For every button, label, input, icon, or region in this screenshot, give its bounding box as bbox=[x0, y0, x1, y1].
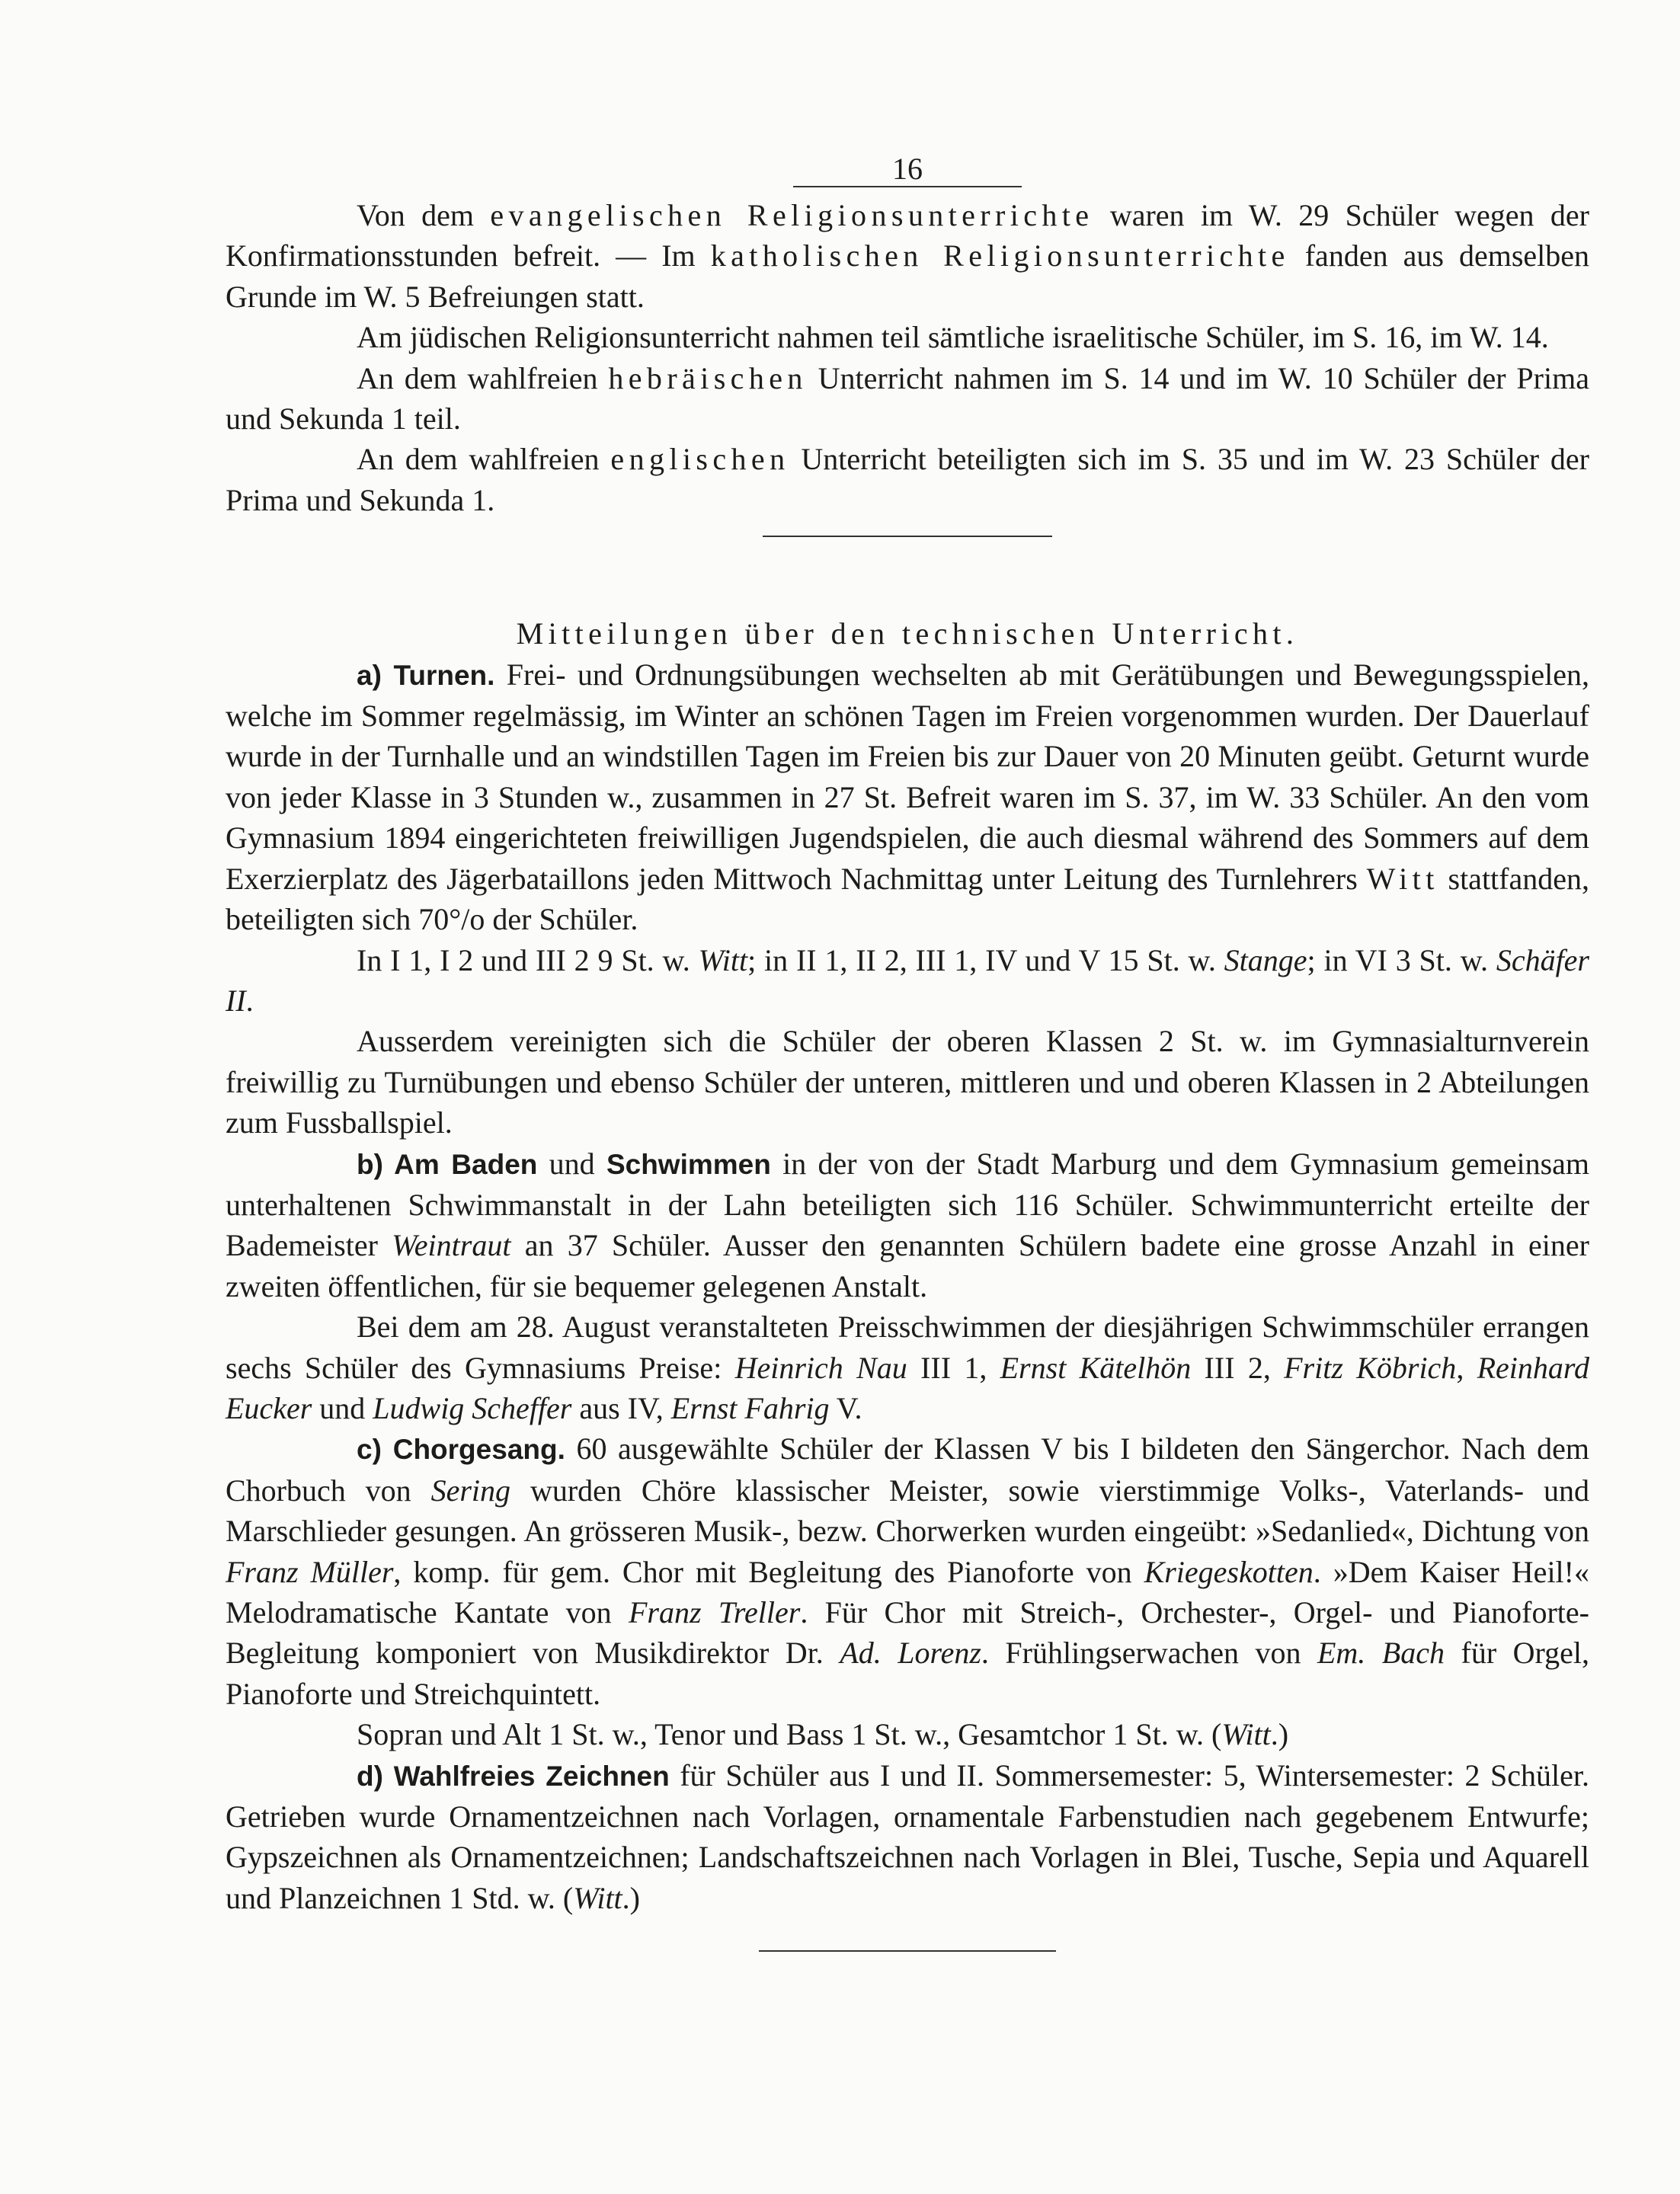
religion-paragraph-2: Am jüdischen Religionsunterricht nahmen teil sämtliche israelitische Schüler, im S. 16, im W. 14. bbox=[357, 320, 1549, 355]
text-run: In I 1, I 2 und III 2 9 St. w. bbox=[357, 942, 699, 977]
baden-heading: Baden bbox=[451, 1148, 538, 1180]
turnen-paragraph-3: Ausserdem vereinigten sich die Schüler der oberen Klassen 2 St. w. im Gymnasialturnverein freiwillig zu Turnübungen und ebenso Schüler der unteren, mittleren und und oberen Klassen in 2 Abteilungen zum Fussballspiel. bbox=[226, 1024, 1589, 1140]
student-name: Fritz Köbrich bbox=[1284, 1350, 1457, 1385]
section-title: Mitteilungen über den technischen Unterricht. bbox=[516, 616, 1299, 651]
text-run: an 37 Schüler. Ausser den genannten Schülern badete eine grosse Anzahl in einer zweiten öffentlichen, für sie bequemer gelegenen Anstalt. bbox=[226, 1228, 1589, 1303]
student-name: Ernst Fahrig bbox=[670, 1390, 830, 1425]
spaced-term: hebräischen bbox=[608, 360, 808, 395]
student-name: Heinrich Nau bbox=[734, 1350, 907, 1385]
teacher-name: Witt bbox=[698, 942, 748, 977]
baden-heading-prefix: b) Am bbox=[357, 1148, 452, 1180]
page-number: 16 bbox=[892, 152, 923, 186]
person-name: Kriegeskotten bbox=[1144, 1554, 1314, 1589]
text-run: waren im W. 29 Schüler wegen der Konfirmationsstunden befreit. — Im bbox=[226, 198, 1589, 273]
schwimmen-heading: Schwimmen bbox=[606, 1148, 771, 1180]
text-run: Frei- und Ordnungsübungen wechselten ab mit Gerätübungen und Bewegungsspielen, welche im Sommer regelmässig, im Winter an schönen Tagen im Freien vorgenommen wurden. Der Dauerlauf wurde in der Turnhalle und an windstillen Tagen im Freien bis zur Dauer von 20 Minuten geübt. Geturnt wurde von jeder Klasse in 3 Stunden w., zusammen in 27 St. Befreit waren im S. 37, im W. 33 Schüler. An den vom Gymnasium 1894 eingerichteten freiwilligen Jugendspielen, die auch diesmal während des Sommers auf dem Exerzierplatz des Jägerbataillons jeden Mittwoch Nachmittag unter Leitung des Turnlehrers bbox=[226, 657, 1590, 896]
text-run: wurden Chöre klassischer Meister, sowie vierstimmige Volks-, Vaterlands- und Marschlieder gesungen. An grösseren Musik-, bezw. Chorwerken wurden eingeübt: »Sedanlied«, Dichtung von bbox=[226, 1473, 1589, 1549]
religion-paragraph-1 bbox=[226, 195, 1589, 317]
person-name: Franz Treller bbox=[629, 1595, 801, 1630]
chorgesang-paragraph-1 bbox=[226, 1428, 1589, 1714]
text-run: III 2, bbox=[1191, 1350, 1285, 1385]
text-run: für Schüler aus I und II. Sommersemester: 5, Wintersemester: 2 Schüler. Getrieben wurde Ornamentzeichnen nach Vorlagen, ornamentale Farbenstudien nach gegebenem Entwurfe; Gypszeichnen als Ornamentzeichnen; Landschaftszeichnen nach Vorlagen in Blei, Tusche, Sepia und Aquarell und Planzeichnen 1 Std. w. ( bbox=[226, 1757, 1589, 1915]
baden-paragraph-1 bbox=[226, 1143, 1589, 1307]
student-name: Ludwig Scheffer bbox=[373, 1390, 572, 1425]
text-run: aus IV, bbox=[571, 1390, 671, 1425]
text-run: .) bbox=[1270, 1717, 1289, 1752]
text-run: in der von der Stadt Marburg und dem Gymnasium gemeinsam unterhaltenen Schwimmanstalt in der Lahn beteiligten sich 116 Schüler. Schwimmunterricht erteilte der Bademeister bbox=[226, 1146, 1590, 1263]
text-run: Unterricht nahmen im S. 14 und im W. 10 Schüler der Prima und Sekunda 1 teil. bbox=[226, 360, 1589, 437]
baden-paragraph-2 bbox=[226, 1306, 1589, 1428]
person-name: Ad. Lorenz bbox=[840, 1636, 981, 1671]
text-run: . bbox=[245, 983, 254, 1018]
text-run: V. bbox=[829, 1390, 862, 1425]
text-run: .) bbox=[622, 1880, 640, 1915]
teacher-name: Weintraut bbox=[392, 1228, 511, 1263]
text-run: III 1, bbox=[907, 1350, 1000, 1385]
text-run: An dem wahlfreien bbox=[357, 360, 609, 395]
text-run: für Orgel, Pianoforte und Streichquintett. bbox=[226, 1636, 1589, 1711]
text-run: Bei dem am 28. August veranstalteten Preisschwimmen der diesjährigen Schwimmschüler errangen sechs Schüler des Gymnasiums Preise: bbox=[226, 1310, 1589, 1385]
text-run: Von dem bbox=[357, 198, 491, 232]
spaced-term: evangelischen Religionsunterrichte bbox=[490, 198, 1094, 232]
text-run: , komp. für gem. Chor mit Begleitung des Pianoforte von bbox=[393, 1554, 1144, 1589]
chorgesang-heading: c) Chorgesang. bbox=[357, 1434, 565, 1466]
spaced-term: katholischen Religionsunterrichte bbox=[710, 238, 1290, 273]
section-divider bbox=[763, 536, 1052, 537]
text-run: 60 ausgewählte Schüler der Klassen V bis I bildeten den Sängerchor. Nach dem Chorbuch von bbox=[226, 1431, 1590, 1508]
text-run: stattfanden, beteiligten sich 70°/o der Schüler. bbox=[226, 861, 1589, 937]
religion-paragraph-4 bbox=[226, 439, 1589, 520]
text-run: , bbox=[1456, 1350, 1477, 1385]
text-run: fanden aus demselben Grunde im W. 5 Befreiungen statt. bbox=[226, 238, 1590, 314]
zeichnen-paragraph bbox=[226, 1755, 1589, 1919]
teacher-name: Witt bbox=[573, 1880, 622, 1915]
text-run: ; in II 1, II 2, III 1, IV und V 15 St. w. bbox=[747, 942, 1224, 977]
zeichnen-heading: d) Wahlfreies Zeichnen bbox=[357, 1760, 670, 1792]
teacher-name: Witt bbox=[1221, 1717, 1271, 1752]
turnen-paragraph-2 bbox=[226, 940, 1589, 1022]
student-name: Ernst Kätelhön bbox=[1000, 1350, 1192, 1385]
person-name: Sering bbox=[430, 1473, 511, 1508]
spaced-term: englischen bbox=[610, 442, 790, 477]
teacher-name: Schäfer II bbox=[226, 942, 1589, 1018]
text-run: Sopran und Alt 1 St. w., Tenor und Bass 1 St. w., Gesamtchor 1 St. w. ( bbox=[357, 1717, 1222, 1752]
end-divider bbox=[759, 1950, 1056, 1952]
person-name: Franz Müller bbox=[226, 1554, 394, 1589]
teacher-name: Stange bbox=[1224, 942, 1307, 977]
turnen-paragraph-1 bbox=[226, 654, 1589, 940]
text-run: ; in VI 3 St. w. bbox=[1307, 942, 1496, 977]
student-name: Reinhard Eucker bbox=[226, 1350, 1589, 1425]
religion-paragraph-3 bbox=[226, 358, 1589, 440]
text-run: An dem wahlfreien bbox=[357, 442, 611, 477]
spaced-name: Witt bbox=[1366, 861, 1439, 896]
text-run: und bbox=[537, 1146, 606, 1181]
text-run: . Frühlingserwachen von bbox=[981, 1636, 1317, 1671]
text-run: Unterricht beteiligten sich im S. 35 und im W. 23 Schüler der Prima und Sekunda 1. bbox=[226, 442, 1589, 517]
document-page bbox=[226, 149, 1589, 1952]
text-run: und bbox=[312, 1390, 373, 1425]
chorgesang-paragraph-2 bbox=[226, 1714, 1589, 1754]
person-name: Em. Bach bbox=[1317, 1636, 1445, 1671]
text-run: . Für Chor mit Streich-, Orchester-, Orgel- und Pianoforte-Begleitung komponiert von Musikdirektor Dr. bbox=[226, 1595, 1589, 1671]
turnen-heading: a) Turnen. bbox=[357, 659, 495, 691]
text-run: . »Dem Kaiser Heil!« Melodramatische Kantate von bbox=[226, 1554, 1589, 1630]
